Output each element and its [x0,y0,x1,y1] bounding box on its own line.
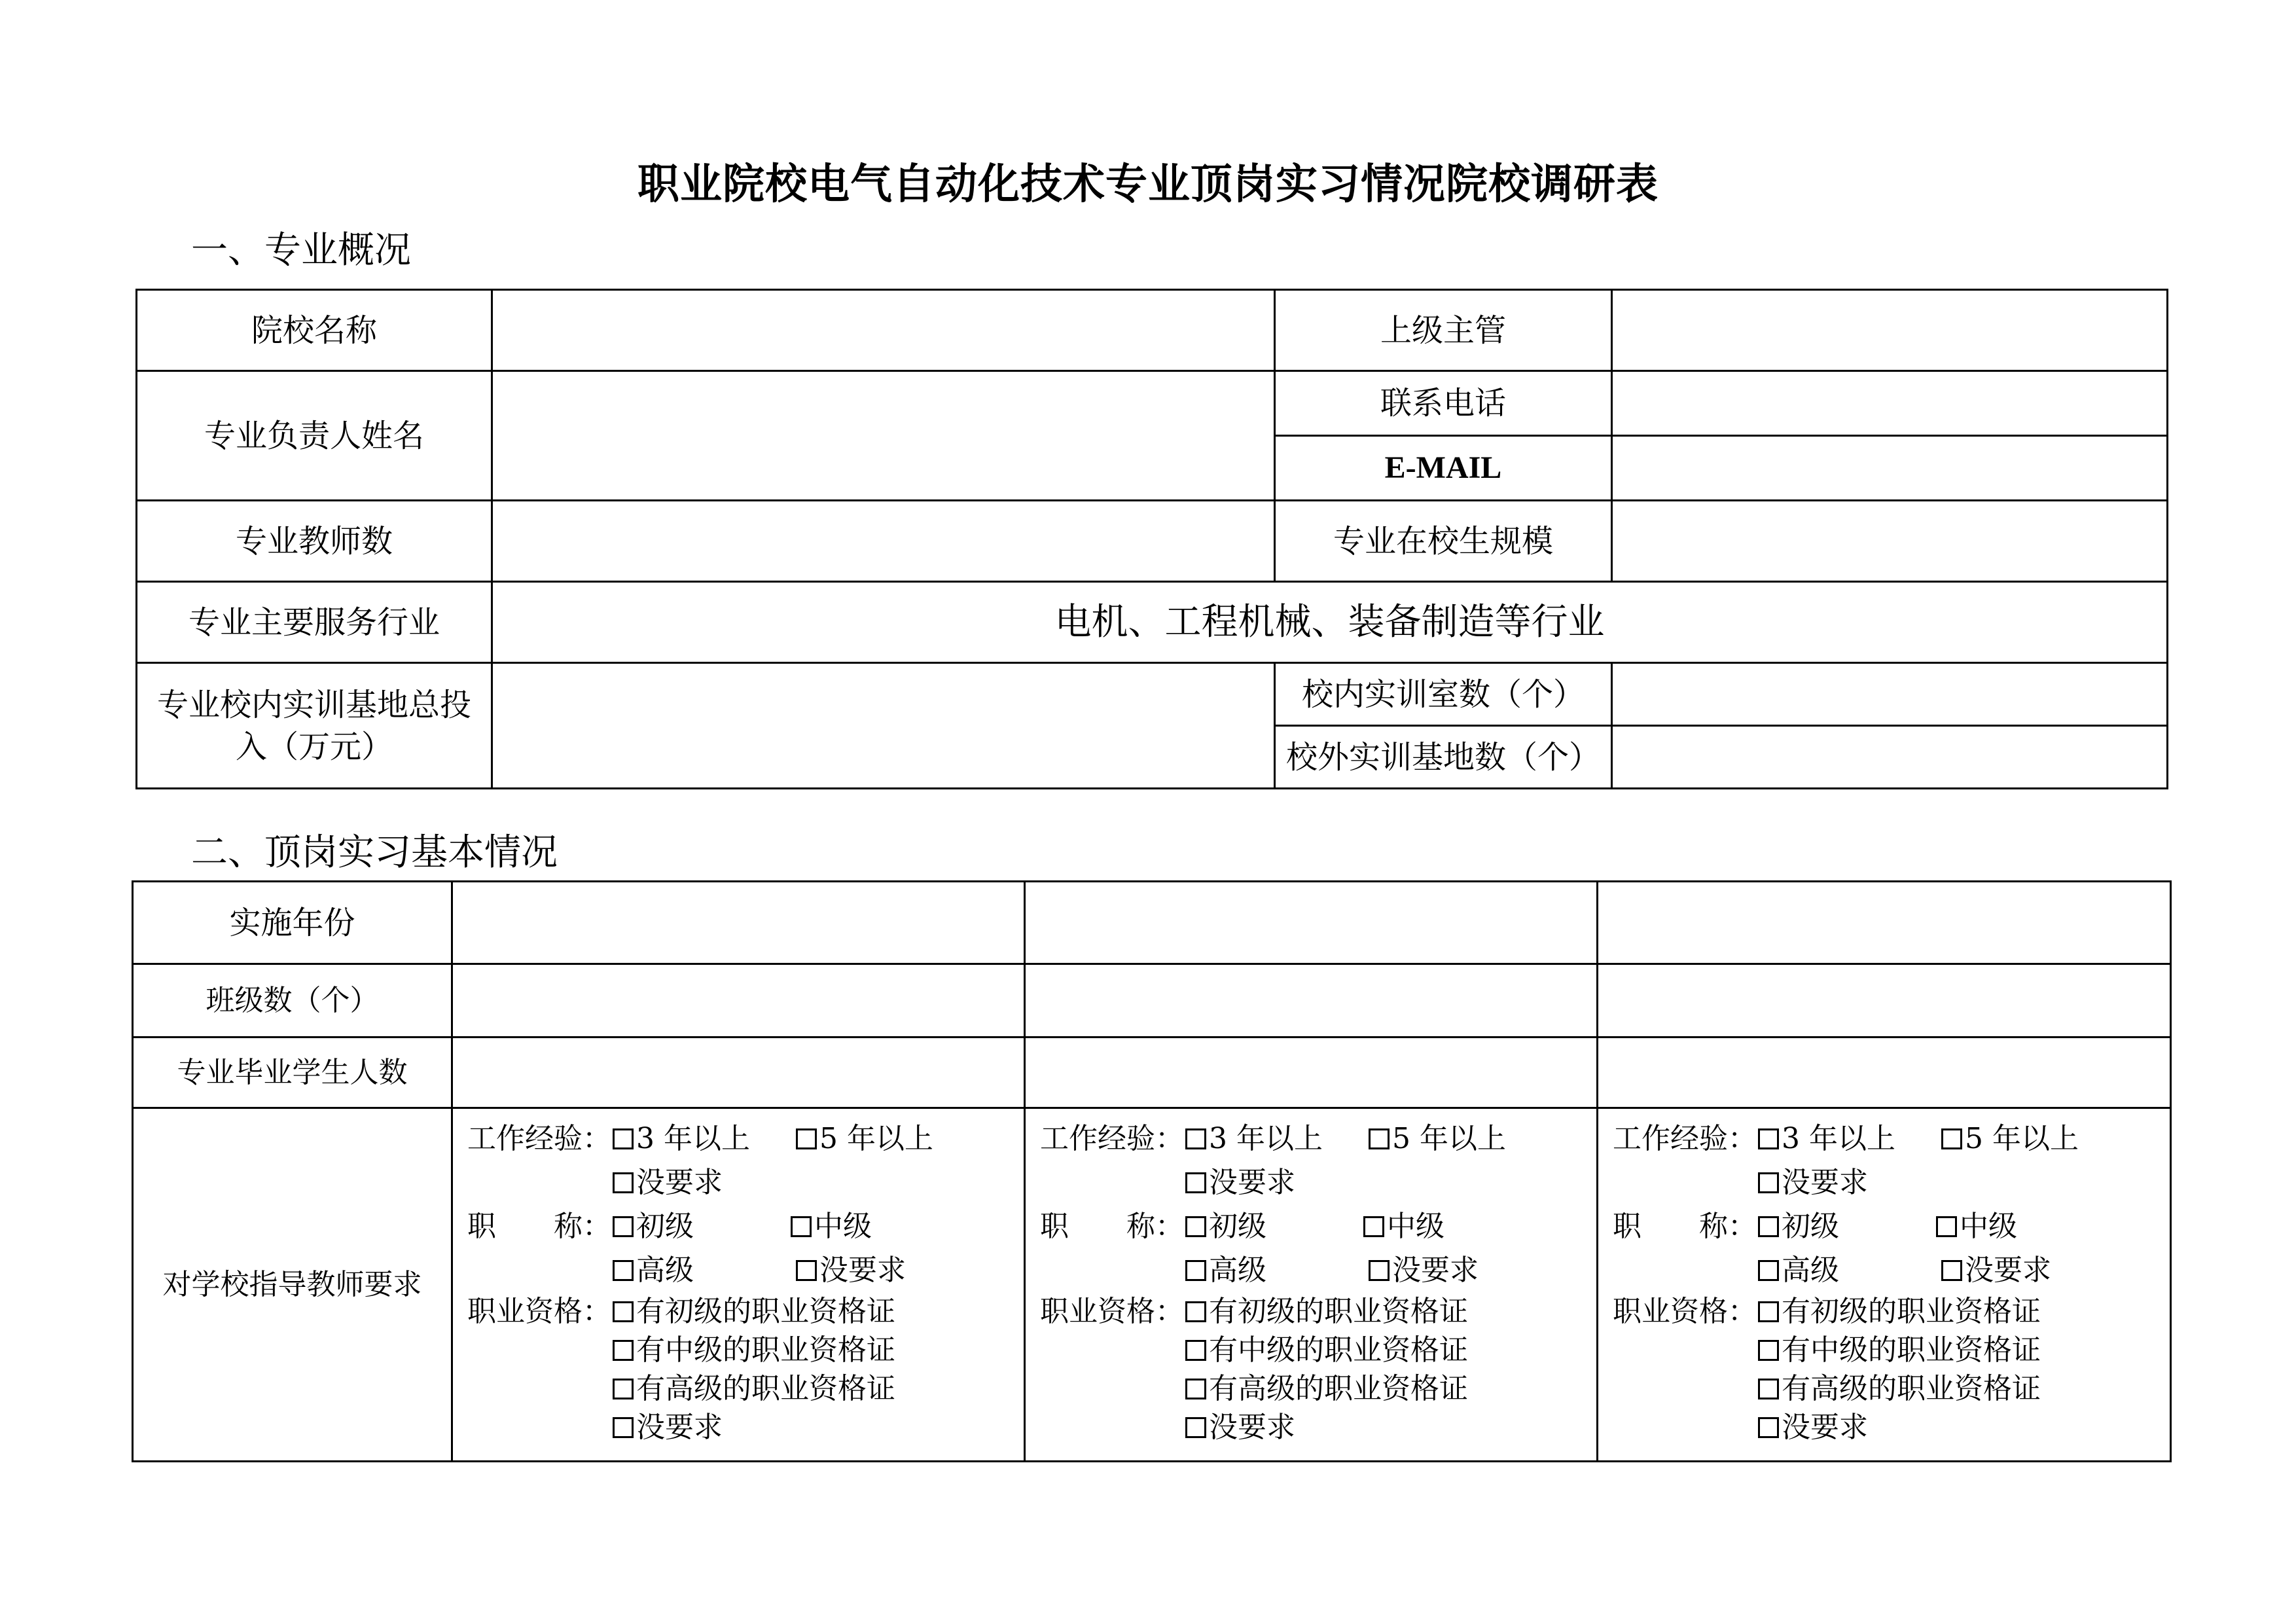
title-option-junior[interactable]: 初级 [613,1204,791,1248]
supervisor-label: 上级主管 [1275,290,1612,371]
teacher-req-cell [1025,1108,1598,1462]
investment-field[interactable] [492,663,1275,789]
qual-option-junior[interactable]: 有初级的职业资格证 [1185,1292,1468,1331]
qualification-line [1613,1292,2170,1331]
external-bases-label: 校外实训基地数（个） [1275,726,1612,789]
qualification-line-3 [1040,1369,1596,1408]
graduates-field-2[interactable] [1025,1038,1598,1108]
title-option-middle[interactable]: 中级 [791,1204,872,1248]
industry-label: 专业主要服务行业 [137,582,492,663]
title-option-senior[interactable]: 高级 [1185,1248,1369,1292]
overview-table [135,289,2168,789]
experience-label: 工作经验： [1040,1122,1184,1155]
title-option-none[interactable]: 没要求 [1369,1248,1479,1292]
title-option-none[interactable]: 没要求 [796,1248,906,1292]
exp-option-5yr[interactable]: 5 年以上 [796,1117,933,1161]
qual-option-middle[interactable]: 有中级的职业资格证 [613,1331,895,1369]
external-bases-field[interactable] [1612,726,2168,789]
checkbox-icon[interactable] [1758,1417,1779,1438]
title-option-none[interactable]: 没要求 [1941,1248,2051,1292]
experience-label: 工作经验： [467,1122,611,1155]
title-label: 职 称： [467,1210,611,1243]
experience-line-2 [1613,1161,2170,1204]
title-line-2 [1040,1248,1596,1292]
qual-option-none[interactable]: 没要求 [1758,1408,1868,1447]
qualification-line-4 [1040,1408,1596,1447]
leader-field[interactable] [492,371,1275,501]
year-label: 实施年份 [133,882,452,964]
experience-line [467,1117,1024,1161]
title-option-middle[interactable]: 中级 [1936,1204,2017,1248]
teacher-count-field[interactable] [492,501,1275,582]
exp-option-5yr[interactable]: 5 年以上 [1941,1117,2079,1161]
checkbox-icon[interactable] [1185,1379,1206,1399]
teacher-count-label: 专业教师数 [137,501,492,582]
checkbox-icon[interactable] [613,1340,634,1361]
class-count-field-2[interactable] [1025,964,1598,1038]
year-field-1[interactable] [452,882,1025,964]
graduates-field-3[interactable] [1598,1038,2171,1108]
experience-line-2 [467,1161,1024,1204]
student-scale-label: 专业在校生规模 [1275,501,1612,582]
qualification-line-4 [467,1408,1024,1447]
internship-table [132,880,2172,1462]
experience-line [1040,1117,1596,1161]
checkbox-icon[interactable] [1185,1216,1206,1237]
checkbox-icon[interactable] [1185,1340,1206,1361]
checkbox-icon[interactable] [613,1260,634,1281]
checkbox-icon[interactable] [613,1128,634,1149]
checkbox-icon[interactable] [1941,1128,1962,1149]
checkbox-icon[interactable] [1185,1417,1206,1438]
qual-option-middle[interactable]: 有中级的职业资格证 [1185,1331,1468,1369]
qual-option-none[interactable]: 没要求 [613,1408,723,1447]
qualification-line-2 [1613,1331,2170,1369]
supervisor-field[interactable] [1612,290,2168,371]
qual-option-senior[interactable]: 有高级的职业资格证 [1185,1369,1468,1408]
email-label: E-MAIL [1275,436,1612,501]
exp-option-none[interactable]: 没要求 [1185,1161,1295,1204]
title-option-senior[interactable]: 高级 [613,1248,796,1292]
title-line-2 [1613,1248,2170,1292]
class-count-field-1[interactable] [452,964,1025,1038]
title-option-junior[interactable]: 初级 [1185,1204,1363,1248]
title-option-middle[interactable]: 中级 [1363,1204,1444,1248]
qualification-label: 职业资格： [1040,1295,1184,1328]
checkbox-icon[interactable] [613,1417,634,1438]
title-line [1040,1204,1596,1248]
qualification-line-2 [467,1331,1024,1369]
qualification-line-2 [1040,1331,1596,1369]
qual-option-senior[interactable]: 有高级的职业资格证 [613,1369,895,1408]
investment-label: 专业校内实训基地总投入（万元） [137,663,492,789]
exp-option-3yr[interactable]: 3 年以上 [613,1117,796,1161]
checkbox-icon[interactable] [613,1216,634,1237]
checkbox-icon[interactable] [1941,1260,1962,1281]
qualification-line-3 [467,1369,1024,1408]
leader-label: 专业负责人姓名 [137,371,492,501]
checkbox-icon[interactable] [1758,1216,1779,1237]
qual-option-none[interactable]: 没要求 [1185,1408,1295,1447]
checkbox-icon[interactable] [1758,1301,1779,1322]
qual-option-junior[interactable]: 有初级的职业资格证 [613,1292,895,1331]
school-name-label: 院校名称 [137,290,492,371]
year-field-3[interactable] [1598,882,2171,964]
exp-option-3yr[interactable]: 3 年以上 [1185,1117,1369,1161]
exp-option-3yr[interactable]: 3 年以上 [1758,1117,1941,1161]
graduates-label: 专业毕业学生人数 [133,1038,452,1108]
checkbox-icon[interactable] [791,1216,812,1237]
section-heading-internship: 二、顶岗实习基本情况 [191,831,558,874]
qualification-line [467,1292,1024,1331]
checkbox-icon[interactable] [613,1301,634,1322]
checkbox-icon[interactable] [796,1128,817,1149]
title-line-2 [467,1248,1024,1292]
exp-option-none[interactable]: 没要求 [1758,1161,1868,1204]
qualification-label: 职业资格： [1613,1295,1757,1328]
email-field[interactable] [1612,436,2168,501]
checkbox-icon[interactable] [1185,1128,1206,1149]
checkbox-icon[interactable] [1185,1172,1206,1193]
checkbox-icon[interactable] [1758,1128,1779,1149]
checkbox-icon[interactable] [1185,1260,1206,1281]
graduates-field-1[interactable] [452,1038,1025,1108]
qualification-line-3 [1613,1369,2170,1408]
checkbox-icon[interactable] [1936,1216,1957,1237]
qual-option-junior[interactable]: 有初级的职业资格证 [1758,1292,2041,1331]
checkbox-icon[interactable] [613,1172,634,1193]
teacher-req-cell [1598,1108,2171,1462]
checkbox-icon[interactable] [1758,1379,1779,1399]
class-count-label: 班级数（个） [133,964,452,1038]
checkbox-icon[interactable] [796,1260,817,1281]
phone-label: 联系电话 [1275,371,1612,436]
experience-label: 工作经验： [1613,1122,1757,1155]
title-line [1613,1204,2170,1248]
checkbox-icon[interactable] [1369,1260,1390,1281]
teacher-req-label: 对学校指导教师要求 [133,1108,452,1462]
industry-value: 电机、工程机械、装备制造等行业 [492,582,2168,663]
checkbox-icon[interactable] [1758,1172,1779,1193]
title-line [467,1204,1024,1248]
section-heading-overview: 一、专业概况 [191,229,411,272]
phone-field[interactable] [1612,371,2168,436]
qualification-line-4 [1613,1408,2170,1447]
year-field-2[interactable] [1025,882,1598,964]
checkbox-icon[interactable] [613,1379,634,1399]
experience-line [1613,1117,2170,1161]
title-label: 职 称： [1040,1210,1184,1243]
checkbox-icon[interactable] [1363,1216,1384,1237]
checkbox-icon[interactable] [1185,1301,1206,1322]
form-title: 职业院校电气自动化技术专业顶岗实习情况院校调研表 [637,160,1659,209]
checkbox-icon[interactable] [1369,1128,1390,1149]
internal-rooms-label: 校内实训室数（个） [1275,663,1612,726]
exp-option-5yr[interactable]: 5 年以上 [1369,1117,1506,1161]
internal-rooms-field[interactable] [1612,663,2168,726]
title-option-junior[interactable]: 初级 [1758,1204,1936,1248]
teacher-req-cell [452,1108,1025,1462]
school-name-field[interactable] [492,290,1275,371]
class-count-field-3[interactable] [1598,964,2171,1038]
qualification-line [1040,1292,1596,1331]
student-scale-field[interactable] [1612,501,2168,582]
title-option-senior[interactable]: 高级 [1758,1248,1941,1292]
qualification-label: 职业资格： [467,1295,611,1328]
title-label: 职 称： [1613,1210,1757,1243]
qual-option-senior[interactable]: 有高级的职业资格证 [1758,1369,2041,1408]
qual-option-middle[interactable]: 有中级的职业资格证 [1758,1331,2041,1369]
experience-line-2 [1040,1161,1596,1204]
checkbox-icon[interactable] [1758,1260,1779,1281]
exp-option-none[interactable]: 没要求 [613,1161,723,1204]
checkbox-icon[interactable] [1758,1340,1779,1361]
